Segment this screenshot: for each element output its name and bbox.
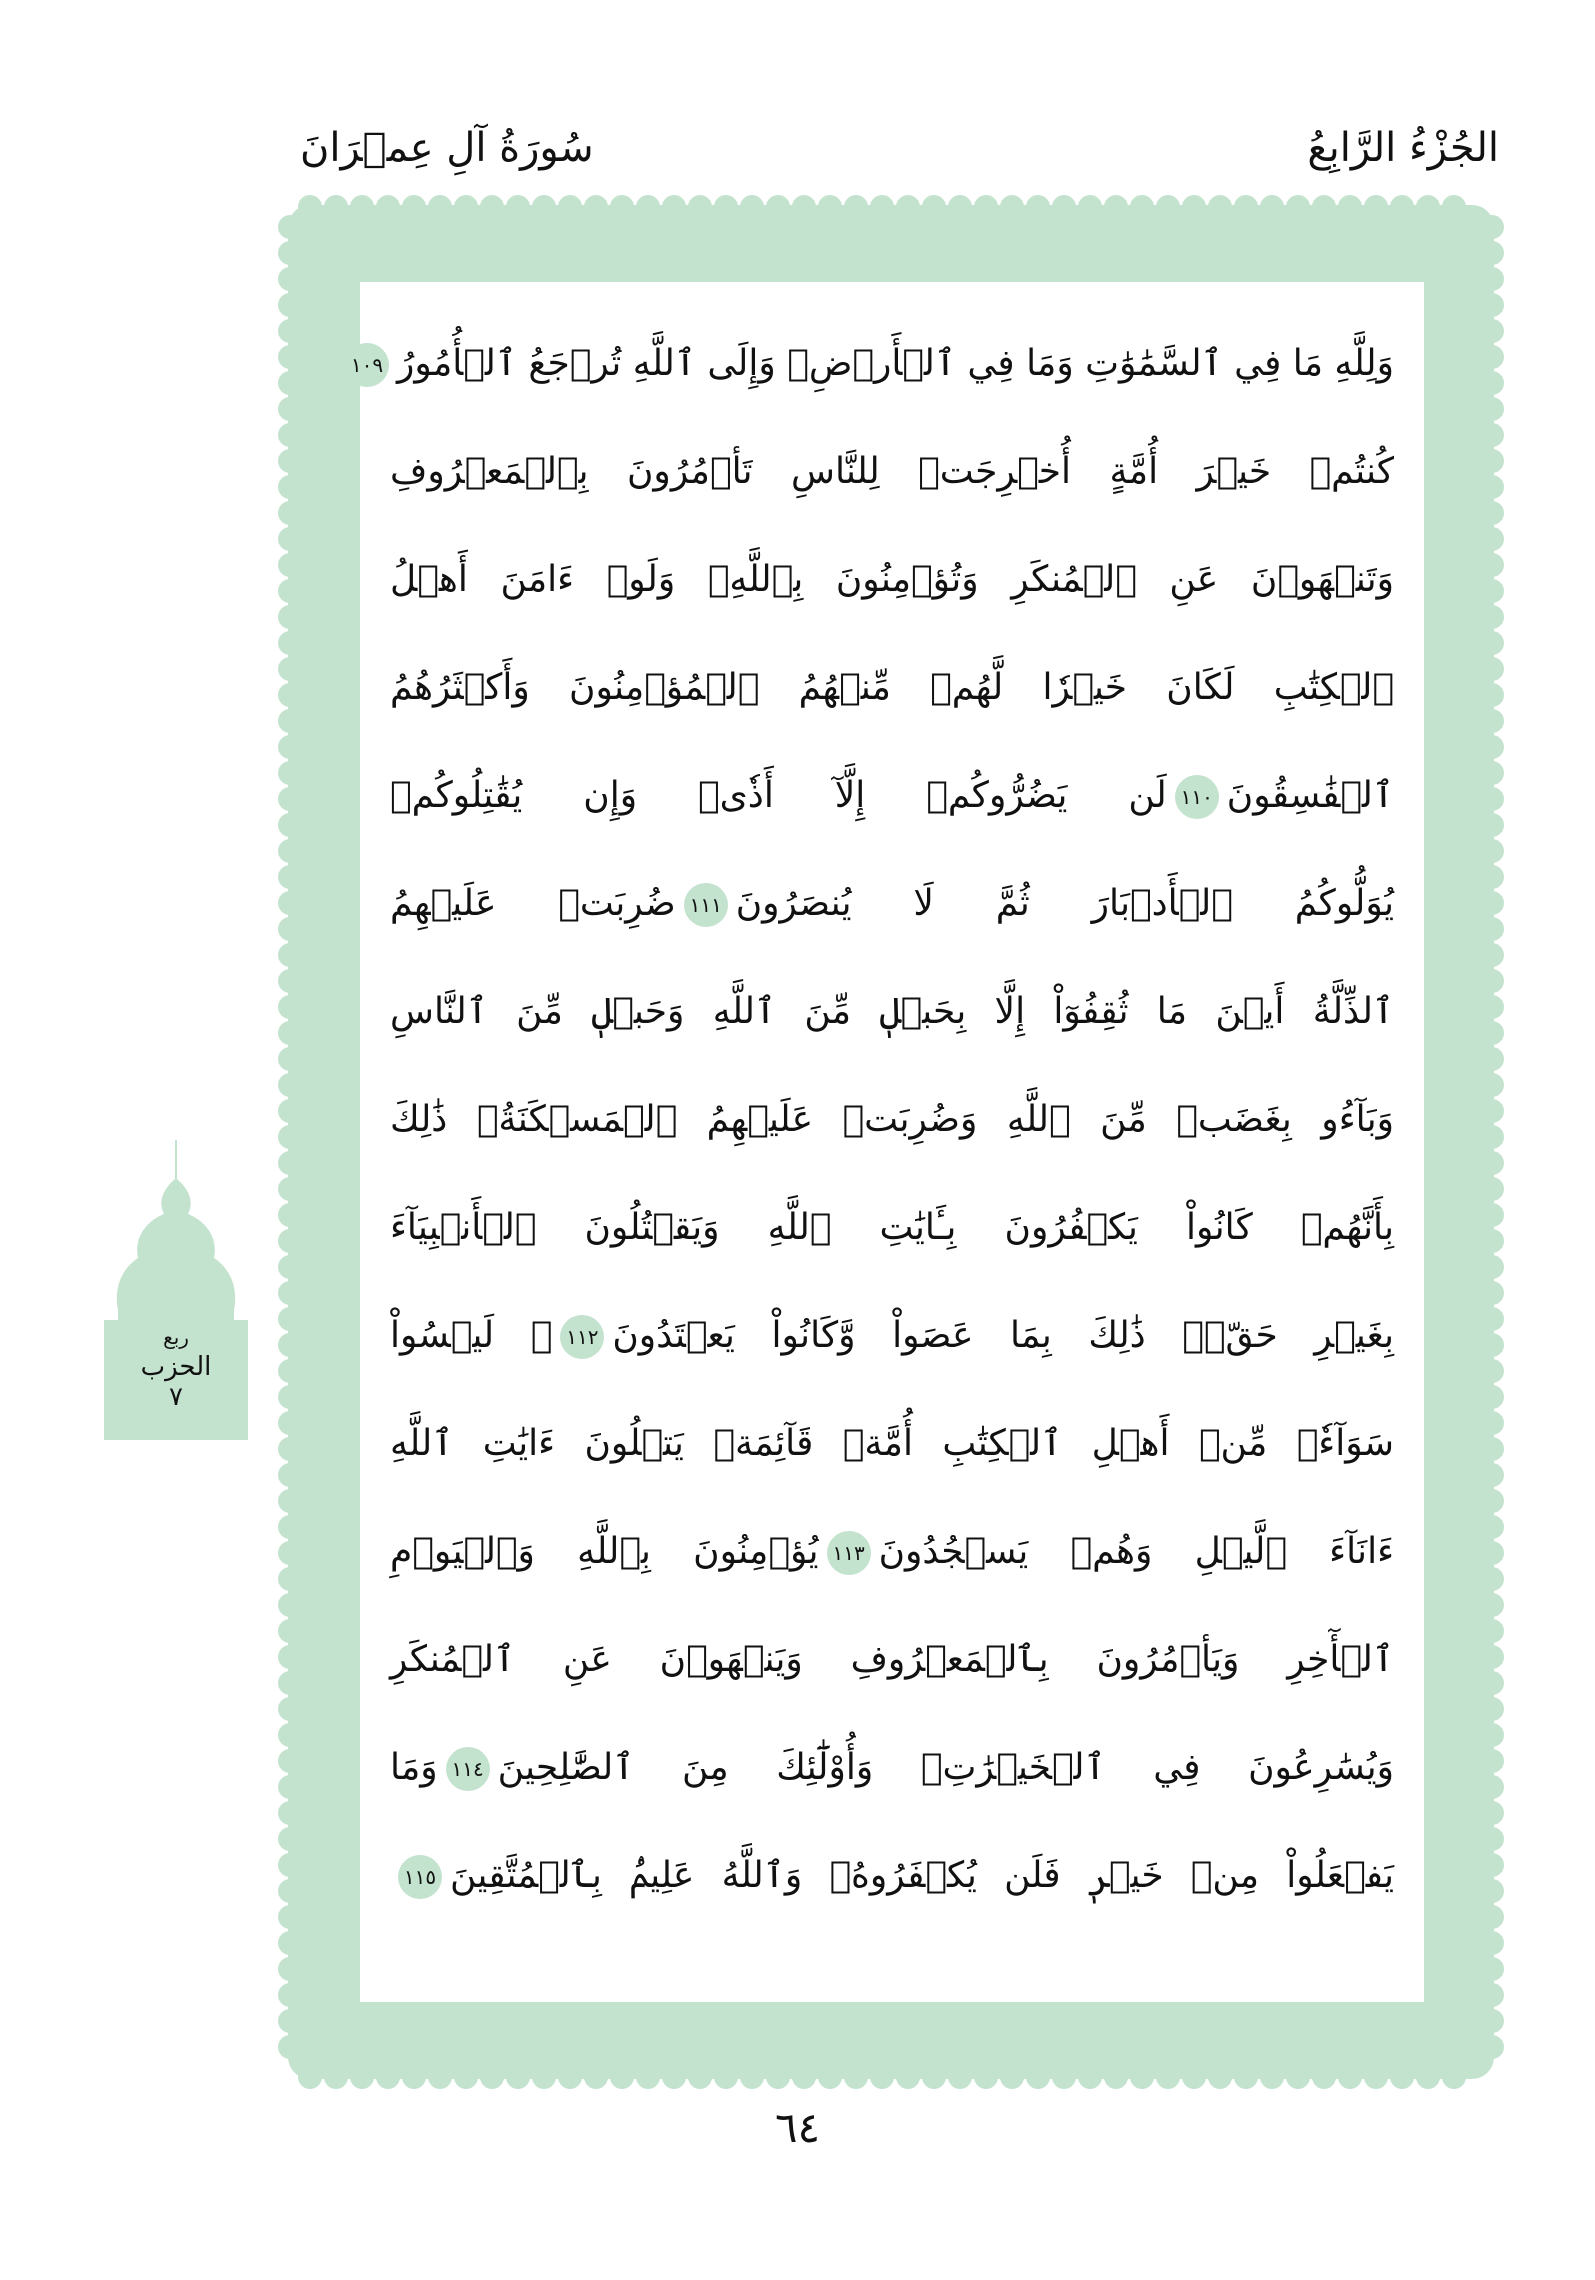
- verse-text: كُنتُمۡ خَيۡرَ أُمَّةٍ أُخۡرِجَتۡ لِلنَّاسِ تَأۡمُرُونَ بِٱلۡمَعۡرُوفِ: [390, 451, 1394, 492]
- verse-text: وَتَنۡهَوۡنَ عَنِ ٱلۡمُنكَرِ وَتُؤۡمِنُونَ بِٱللَّهِۗ وَلَوۡ ءَامَنَ أَهۡلُ: [390, 559, 1394, 600]
- hizb-name: الحزب: [140, 1352, 212, 1382]
- text-area: [350, 282, 1424, 2002]
- verse-text: يُوَلُّوكُمُ ٱلۡأَدۡبَارَ ثُمَّ لَا يُنصَرُونَ: [735, 883, 1394, 924]
- verse-line: [390, 634, 1394, 742]
- hizb-label: [104, 1322, 248, 1412]
- hizb-quarter: ربع: [163, 1325, 189, 1349]
- surah-title: سُورَةُ آلِ عِمۡرَانَ: [300, 125, 594, 171]
- verse-line: [390, 742, 1394, 850]
- verse-text: وَلِلَّهِ مَا فِي ٱلسَّمَٰوَٰتِ وَمَا فِي ٱلۡأَرۡضِۚ وَإِلَى ٱللَّهِ تُرۡجَعُ ٱلۡأُمُورُ: [397, 343, 1394, 384]
- verse-text: لَن يَضُرُّوكُمۡ إِلَّآ أَذٗىۖ وَإِن يُقَٰتِلُوكُمۡ: [390, 775, 1167, 816]
- verse-line: [350, 310, 1394, 418]
- ayah-number-marker: ١١٢: [560, 1315, 604, 1359]
- verse-text: بِأَنَّهُمۡ كَانُواْ يَكۡفُرُونَ بِـَٔايَٰتِ ٱللَّهِ وَيَقۡتُلُونَ ٱلۡأَنۢبِيَآءَ: [390, 1207, 1394, 1248]
- juz-title: الجُزْءُ الرَّابِعُ: [1307, 125, 1499, 171]
- verse-text: بِغَيۡرِ حَقّٖۚ ذَٰلِكَ بِمَا عَصَواْ وَّكَانُواْ يَعۡتَدُونَ: [612, 1315, 1395, 1356]
- verse-line: [390, 1498, 1394, 1606]
- verse-text: وَيُسَٰرِعُونَ فِي ٱلۡخَيۡرَٰتِۖ وَأُوْلَٰٓئِكَ مِنَ ٱلصَّٰلِحِينَ: [497, 1747, 1394, 1788]
- verse-text: يَفۡعَلُواْ مِنۡ خَيۡرٖ فَلَن يُكۡفَرُوهُۗ وَٱللَّهُ عَلِيمُۢ بِٱلۡمُتَّقِينَ: [450, 1855, 1394, 1896]
- ayah-number-marker: ١١٣: [827, 1531, 871, 1575]
- verse-text: ۞ لَيۡسُواْ: [390, 1315, 553, 1356]
- verse-text: ٱلۡكِتَٰبِ لَكَانَ خَيۡرٗا لَّهُمۚ مِّنۡهُمُ ٱلۡمُؤۡمِنُونَ وَأَكۡثَرُهُمُ: [390, 667, 1394, 708]
- verse-line: [390, 1822, 1394, 1930]
- verse-text: ٱلۡفَٰسِقُونَ: [1226, 775, 1394, 816]
- ayah-number-marker: ١١١: [684, 883, 728, 927]
- verse-line: [390, 850, 1394, 958]
- verse-line: [390, 1174, 1394, 1282]
- verse-text: يُؤۡمِنُونَ بِٱللَّهِ وَٱلۡيَوۡمِ: [390, 1531, 819, 1572]
- verse-line: [390, 1390, 1394, 1498]
- verse-text: وَمَا: [390, 1747, 438, 1788]
- verse-lines: [350, 310, 1395, 1930]
- verse-text: ضُرِبَتۡ عَلَيۡهِمُ: [390, 883, 676, 924]
- ayah-number-marker: ١١٤: [446, 1747, 490, 1791]
- verse-line: [390, 1606, 1394, 1714]
- ayah-number-marker: ١١٥: [398, 1855, 442, 1899]
- verse-text: ٱلۡأٓخِرِ وَيَأۡمُرُونَ بِٱلۡمَعۡرُوفِ وَيَنۡهَوۡنَ عَنِ ٱلۡمُنكَرِ: [390, 1639, 1394, 1680]
- verse-text: ٱلذِّلَّةُ أَيۡنَ مَا ثُقِفُوٓاْ إِلَّا بِحَبۡلٖ مِّنَ ٱللَّهِ وَحَبۡلٖ مِّنَ ٱلنَّاسِ: [390, 991, 1395, 1032]
- ayah-number-marker: ١٠٩: [345, 343, 389, 387]
- verse-line: [390, 1282, 1394, 1390]
- hizb-number: ٧: [169, 1382, 183, 1412]
- verse-text: وَبَآءُو بِغَضَبٖ مِّنَ ٱللَّهِ وَضُرِبَتۡ عَلَيۡهِمُ ٱلۡمَسۡكَنَةُۚ ذَٰلِكَ: [390, 1099, 1394, 1140]
- verse-line: [390, 526, 1394, 634]
- ayah-number-marker: ١١٠: [1175, 775, 1219, 819]
- verse-line: [390, 1066, 1394, 1174]
- page-number: ٦٤: [774, 2103, 821, 2152]
- verse-text: سَوَآءٗۗ مِّنۡ أَهۡلِ ٱلۡكِتَٰبِ أُمَّةٞ قَآئِمَةٞ يَتۡلُونَ ءَايَٰتِ ٱللَّهِ: [390, 1423, 1394, 1464]
- verse-line: [390, 418, 1394, 526]
- verse-text: ءَانَآءَ ٱلَّيۡلِ وَهُمۡ يَسۡجُدُونَ: [878, 1531, 1395, 1572]
- verse-line: [390, 1714, 1394, 1822]
- verse-line: [390, 958, 1394, 1066]
